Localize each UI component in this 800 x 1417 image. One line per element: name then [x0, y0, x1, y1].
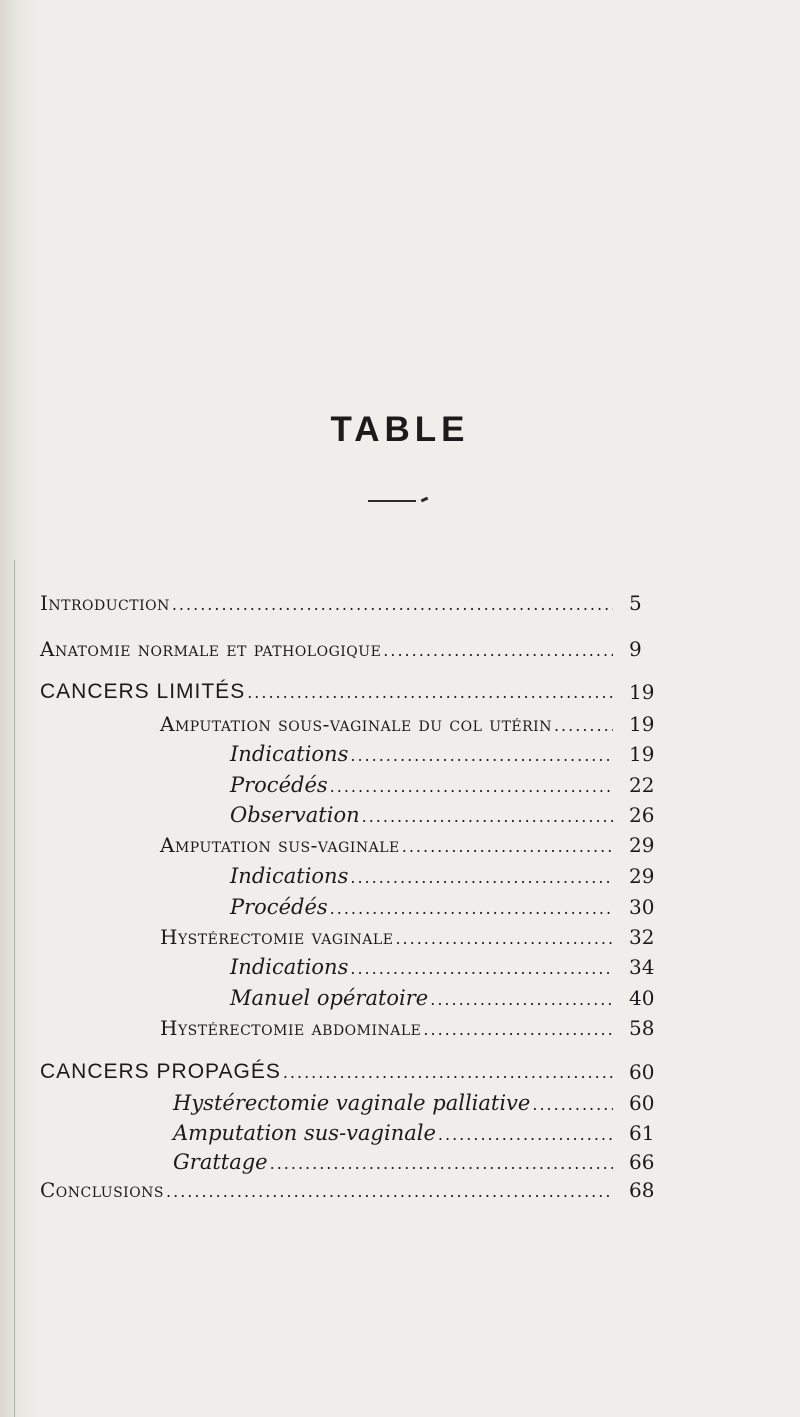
- toc-page-number: 29: [629, 833, 655, 857]
- dot-leader: [350, 959, 613, 978]
- toc-label: Hystérectomie abdominale: [160, 1016, 422, 1040]
- toc-entry-cancers-propages: [40, 1060, 655, 1090]
- dot-leader: [330, 899, 613, 918]
- toc-entry-conclusions: [40, 1178, 655, 1208]
- dot-leader: [430, 990, 613, 1009]
- toc-entry-manuel-operatoire: [230, 986, 655, 1016]
- dot-leader: [247, 683, 613, 702]
- toc-entry-introduction: [40, 591, 642, 621]
- toc-page-number: 5: [629, 591, 642, 615]
- toc-label: Manuel opératoire: [230, 986, 429, 1010]
- toc-page-number: 61: [629, 1121, 655, 1145]
- toc-entry-indications-3: [230, 955, 655, 985]
- toc-page-number: 19: [629, 680, 655, 704]
- toc-label: Procédés: [230, 895, 328, 919]
- toc-entry-amputation-sous-vaginale: [160, 712, 655, 742]
- toc-page-number: 34: [629, 955, 655, 979]
- dot-leader: [350, 868, 613, 887]
- toc-label: Indications: [230, 955, 349, 979]
- toc-entry-amputation-sus-vaginale-2: [173, 1121, 655, 1151]
- toc-entry-hysterectomie-palliative: [173, 1091, 655, 1121]
- dot-leader: [532, 1095, 613, 1114]
- toc-page-number: 19: [629, 712, 655, 736]
- dot-leader: [554, 716, 613, 735]
- toc-page-number: 60: [629, 1091, 655, 1115]
- toc-page-number: 30: [629, 895, 655, 919]
- toc-page-number: 32: [629, 925, 655, 949]
- toc-label: Observation: [230, 803, 360, 827]
- toc-label: Introduction: [40, 591, 170, 615]
- toc-page-number: 26: [629, 803, 655, 827]
- toc-page-number: 68: [629, 1178, 655, 1202]
- toc-label: Hystérectomie vaginale: [160, 925, 394, 949]
- toc-page-number: 58: [629, 1016, 655, 1040]
- toc-entry-indications-1: [230, 742, 655, 772]
- page-title: TABLE: [330, 410, 470, 449]
- toc-label: Indications: [230, 742, 349, 766]
- toc-page-number: 40: [629, 986, 655, 1010]
- toc-label: Grattage: [173, 1150, 268, 1174]
- toc-entry-procedes-1: [230, 773, 655, 803]
- toc-page-number: 22: [629, 773, 655, 797]
- toc-label: CANCERS LIMITÉS: [40, 680, 246, 703]
- toc-entry-cancers-limites: [40, 680, 655, 710]
- dot-leader: [402, 837, 613, 856]
- toc-page-number: 60: [629, 1060, 655, 1084]
- toc-entry-observation: [230, 803, 655, 833]
- dot-leader: [166, 1182, 613, 1201]
- dot-leader: [172, 595, 613, 614]
- toc-label: Anatomie normale et pathologique: [40, 637, 382, 661]
- toc-entry-procedes-2: [230, 895, 655, 925]
- toc-entry-amputation-sus-vaginale: [160, 833, 655, 863]
- toc-entry-indications-2: [230, 864, 655, 894]
- dot-leader: [350, 746, 613, 765]
- toc-label: Indications: [230, 864, 349, 888]
- toc-label: Procédés: [230, 773, 328, 797]
- dot-leader: [438, 1125, 613, 1144]
- toc-entry-anatomie: [40, 637, 642, 667]
- toc-label: Amputation sous-vaginale du col utérin: [160, 712, 552, 736]
- dot-leader: [330, 777, 613, 796]
- toc-label: Conclusions: [40, 1178, 165, 1202]
- dot-leader: [423, 1020, 613, 1039]
- toc-label: Amputation sus-vaginale: [173, 1121, 436, 1145]
- toc-page-number: 29: [629, 864, 655, 888]
- dot-leader: [395, 929, 613, 948]
- dot-leader: [362, 807, 613, 826]
- toc-page-number: 19: [629, 742, 655, 766]
- toc-label: Hystérectomie vaginale palliative: [173, 1091, 531, 1115]
- toc-page-number: 66: [629, 1150, 655, 1174]
- dot-leader: [383, 641, 613, 660]
- dot-leader: [283, 1063, 613, 1082]
- toc-entry-grattage: [173, 1150, 655, 1180]
- toc-entry-hysterectomie-vaginale: [160, 925, 655, 955]
- toc-label: Amputation sus-vaginale: [160, 833, 400, 857]
- toc-page-number: 9: [629, 637, 642, 661]
- toc-entry-hysterectomie-abdominale: [160, 1016, 655, 1046]
- toc-label: CANCERS PROPAGÉS: [40, 1060, 281, 1083]
- dot-leader: [270, 1154, 613, 1173]
